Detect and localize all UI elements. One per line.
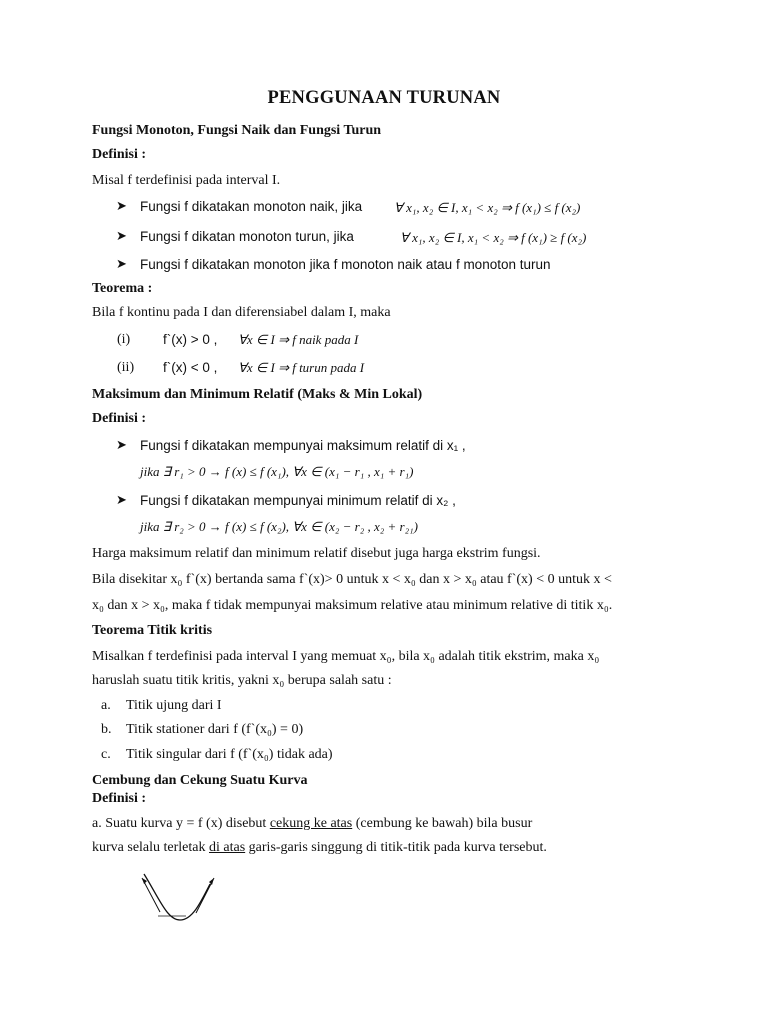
underlined-text: cekung ke atas — [269, 816, 353, 831]
bullet-arrow-icon: ➤ — [116, 256, 127, 271]
case-formula: ∀x ∈ I ⇒ f naik pada I — [238, 332, 359, 347]
underlined-text: di atas — [209, 840, 246, 855]
bullet-text: Fungsi f dikatakan mempunyai maksimum relatif di x₁ , — [140, 438, 466, 453]
bullet-text: Fungsi f dikatakan monoton jika f monoton naik atau f monoton turun — [140, 257, 551, 272]
paragraph: x₀ dan x > x₀, maka f tidak mempunyai maksimum relative atau minimum relative di titik x₀. — [92, 598, 613, 613]
section-heading-titik-kritis: Teorema Titik kritis — [92, 623, 213, 638]
intro-text: Misal f terdefinisi pada interval I. — [92, 173, 281, 188]
list-label: a. — [101, 698, 111, 713]
paragraph: Harga maksimum relatif dan minimum relatif disebut juga harga ekstrim fungsi. — [92, 546, 541, 561]
text: a. Suatu kurva y = f (x) disebut — [92, 816, 270, 831]
teorema-text: Bila f kontinu pada I dan diferensiabel dalam I, maka — [92, 305, 391, 320]
paragraph: Bila disekitar x₀ f`(x) bertanda sama f`(x)> 0 untuk x < x₀ dan x > x₀ atau f`(x) < 0 untuk x < — [92, 572, 612, 587]
bullet-arrow-icon: ➤ — [116, 437, 127, 452]
bullet-formula: ∀ x₁, x₂ ∈ I, x₁ < x₂ ⇒ f (x₁) ≥ f (x₂) — [400, 230, 587, 245]
paragraph: haruslah suatu titik kritis, yakni x₀ berupa salah satu : — [92, 673, 392, 688]
teorema-label: Teorema : — [92, 281, 153, 296]
case-formula: ∀x ∈ I ⇒ f turun pada I — [238, 360, 365, 375]
case-label: (ii) — [117, 360, 135, 375]
max-formula: jika ∃ r₁ > 0 → f (x) ≤ f (x₁), ∀x ∈ (x₁ − r₁ , x₁ + r₁) — [140, 464, 414, 479]
paragraph-cekung — [92, 815, 532, 833]
definisi-label: Definisi : — [92, 791, 147, 806]
list-item: Titik singular dari f (f`(x₀) tidak ada) — [126, 747, 333, 762]
text: (cembung ke bawah) bila busur — [352, 816, 533, 831]
bullet-formula: ∀ x₁, x₂ ∈ I, x₁ < x₂ ⇒ f (x₁) ≤ f (x₂) — [394, 200, 581, 215]
paragraph: Misalkan f terdefinisi pada interval I yang memuat x₀, bila x₀ adalah titik ekstrim, maka x₀ — [92, 649, 600, 664]
case-condition: f`(x) < 0 , — [163, 360, 218, 375]
min-formula: jika ∃ r₂ > 0 → f (x) ≤ f (x₂), ∀x ∈ (x₂ − r₂ , x₂ + r₂₁) — [140, 519, 418, 534]
case-condition: f`(x) > 0 , — [163, 332, 218, 347]
case-label: (i) — [117, 332, 131, 347]
list-item: Titik ujung dari I — [126, 698, 222, 713]
bullet-arrow-icon: ➤ — [116, 492, 127, 507]
definisi-label: Definisi : — [92, 147, 147, 162]
text: garis-garis singgung di titik-titik pada kurva tersebut. — [245, 840, 547, 855]
list-label: c. — [101, 747, 111, 762]
bullet-text: Fungsi f dikatakan mempunyai minimum relatif di x₂ , — [140, 493, 456, 508]
section-heading-maks-min: Maksimum dan Minimum Relatif (Maks & Min Lokal) — [92, 387, 423, 402]
definisi-label: Definisi : — [92, 411, 147, 426]
page-title: PENGGUNAAN TURUNAN — [267, 88, 501, 108]
bullet-arrow-icon: ➤ — [116, 228, 127, 243]
concave-up-curve-figure — [134, 868, 224, 930]
section-heading-cembung-cekung: Cembung dan Cekung Suatu Kurva — [92, 773, 308, 788]
section-heading-monoton: Fungsi Monoton, Fungsi Naik dan Fungsi Turun — [92, 123, 382, 138]
bullet-text: Fungsi f dikatan monoton turun, jika — [140, 229, 354, 244]
list-item: Titik stationer dari f (f`(x₀) = 0) — [126, 722, 304, 737]
bullet-arrow-icon: ➤ — [116, 198, 127, 213]
text: kurva selalu terletak — [92, 840, 210, 855]
paragraph-cekung-2 — [92, 839, 547, 857]
bullet-text: Fungsi f dikatakan monoton naik, jika — [140, 199, 363, 214]
list-label: b. — [101, 722, 112, 737]
